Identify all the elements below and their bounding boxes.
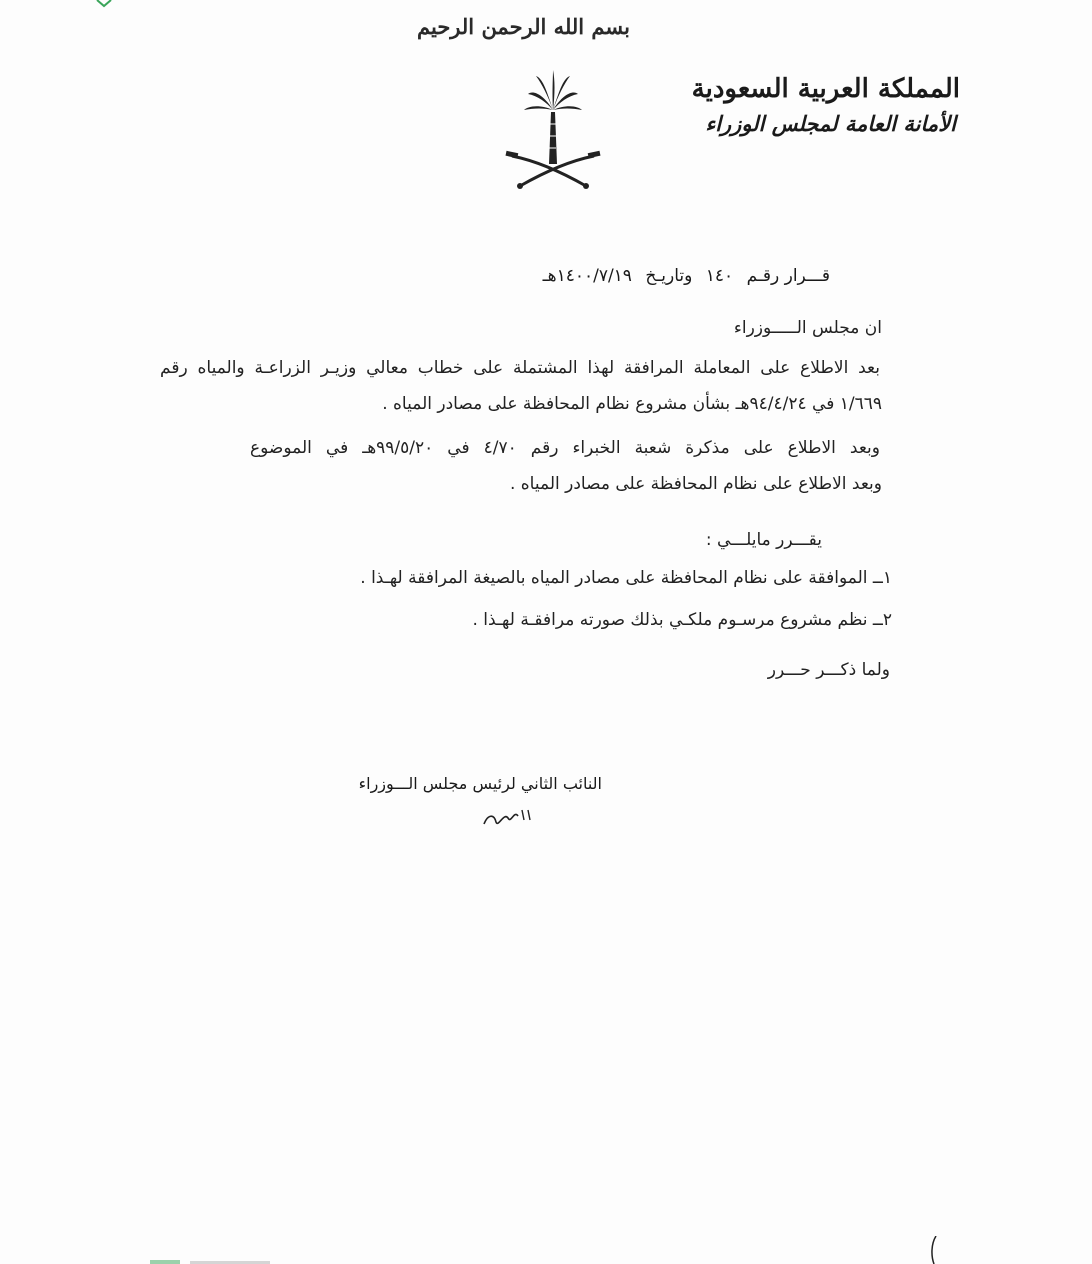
paragraph-1-line-1: بعد الاطلاع على المعاملة المرافقة لهذا المشتملة على خطاب معالي وزيـر الزراعـة والمياه رقم xyxy=(160,358,880,378)
signature-title: النائب الثاني لرئيس مجلس الـــوزراء xyxy=(358,774,602,793)
letterhead xyxy=(691,70,960,140)
closing-line: ولما ذكـــر حـــرر xyxy=(767,660,890,680)
paragraph-1-line-2: ١/٦٦٩ في ٩٤/٤/٢٤هـ بشأن مشروع نظام المحافظة على مصادر المياه . xyxy=(382,394,882,414)
saudi-emblem-icon xyxy=(498,64,608,192)
kingdom-name: المملكة العربية السعودية xyxy=(691,74,960,104)
decision-date-label: وتاريـخ xyxy=(645,266,693,286)
resolution-heading: يقـــرر مايلـــي : xyxy=(705,530,822,550)
decision-number: ١٤٠ xyxy=(705,266,734,286)
corner-mark xyxy=(96,0,112,8)
secretariat-name: الأمانة العامة لمجلس الوزراء xyxy=(705,111,956,136)
decision-header xyxy=(535,266,830,286)
resolution-item-2: ٢ــ نظم مشروع مرسـوم ملكـي بذلك صورته مرافقـة لهـذا . xyxy=(472,610,892,630)
bottom-edge-strip xyxy=(150,1256,350,1264)
opening-line: ان مجلس الـــــوزراء xyxy=(733,318,882,338)
bottom-edge-mark xyxy=(928,1236,940,1264)
resolution-item-1: ١ــ الموافقة على نظام المحافظة على مصادر المياه بالصيغة المرافقة لهـذا . xyxy=(360,568,892,588)
basmala-calligraphy: بسم الله الرحمن الرحيم xyxy=(417,14,630,39)
decision-date: ١٤٠٠/٧/١٩هـ xyxy=(542,266,632,286)
handwritten-signature xyxy=(478,804,538,834)
paragraph-2-line-2: وبعد الاطلاع على نظام المحافظة على مصادر المياه . xyxy=(509,474,882,494)
decision-label: قـــرار رقـم xyxy=(746,266,830,286)
paragraph-2-line-1: وبعد الاطلاع على مذكرة شعبة الخبراء رقم ٤/٧٠ في ٩٩/٥/٢٠هـ في الموضوع xyxy=(250,438,880,458)
